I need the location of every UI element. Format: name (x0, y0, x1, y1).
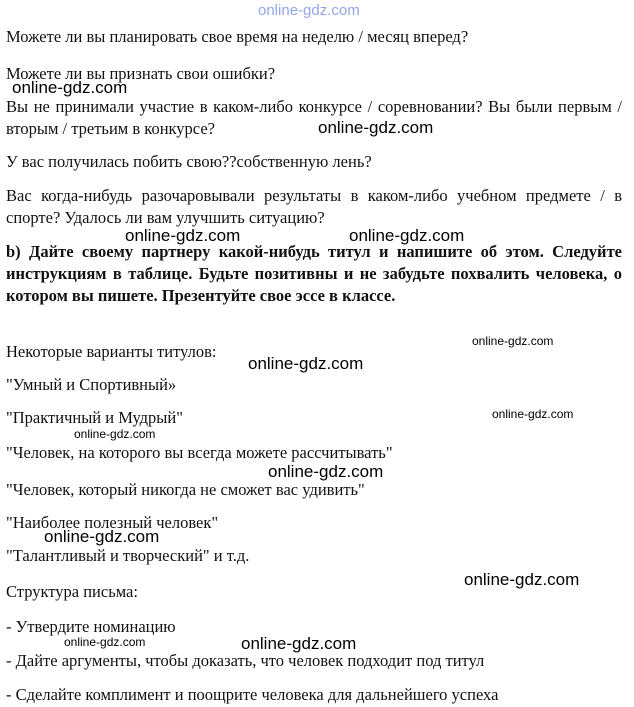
watermark: online-gdz.com (268, 462, 384, 481)
watermark: online-gdz.com (349, 226, 465, 245)
watermark: online-gdz.com (74, 427, 156, 441)
titles-intro: Некоторые варианты титулов: (6, 342, 217, 361)
watermark: online-gdz.com (258, 2, 360, 19)
watermark: online-gdz.com (64, 635, 146, 649)
title-option: "Человек, на которого вы всегда можете рассчитывать" (6, 443, 393, 462)
watermark: online-gdz.com (44, 527, 160, 546)
title-option: "Наиболее полезный человек" (6, 513, 219, 532)
watermark: online-gdz.com (125, 226, 241, 245)
structure-step: - Утвердите номинацию (6, 617, 176, 636)
question-contest: Вы не принимали участие в каком-либо конкурсе / соревновании? Вы были первым / вторым / третьим в конкурсе? (6, 97, 622, 138)
watermark: online-gdz.com (248, 354, 364, 373)
question-admit-mistakes: Можете ли вы признать свои ошибки? (6, 64, 276, 83)
question-plan-time: Можете ли вы планировать свое время на неделю / месяц вперед? (6, 27, 469, 46)
question-laziness: У вас получилась побить свою??собственную лень? (6, 152, 372, 171)
watermark: online-gdz.com (12, 78, 128, 97)
task-b-instructions: b) Дайте своему партнеру какой-нибудь титул и напишите об этом. Следуйте инструкциям в таблице. Будьте позитивны и не забудьте похвалить человека, о котором вы пишете. Презентуйте свое эссе в классе. (6, 242, 622, 305)
watermark: online-gdz.com (472, 334, 554, 348)
title-option: "Умный и Спортивный» (6, 375, 177, 394)
title-option: "Человек, который никогда не сможет вас удивить" (6, 480, 365, 499)
watermark: online-gdz.com (464, 570, 580, 589)
watermark: online-gdz.com (241, 634, 357, 653)
watermark: online-gdz.com (318, 118, 434, 137)
title-option: "Талантливый и творческий" и т.д. (6, 546, 250, 565)
structure-step: - Дайте аргументы, чтобы доказать, что человек подходит под титул (6, 651, 485, 670)
title-option: "Практичный и Мудрый" (6, 408, 183, 427)
question-disappointment: Вас когда-нибудь разочаровывали результаты в каком-либо учебном предмете / в спорте? Удалось ли вам улучшить ситуацию? (6, 186, 622, 227)
watermark: online-gdz.com (492, 407, 574, 421)
structure-intro: Структура письма: (6, 582, 138, 601)
structure-step: - Сделайте комплимент и поощрите человека для дальнейшего успеха (6, 685, 499, 704)
